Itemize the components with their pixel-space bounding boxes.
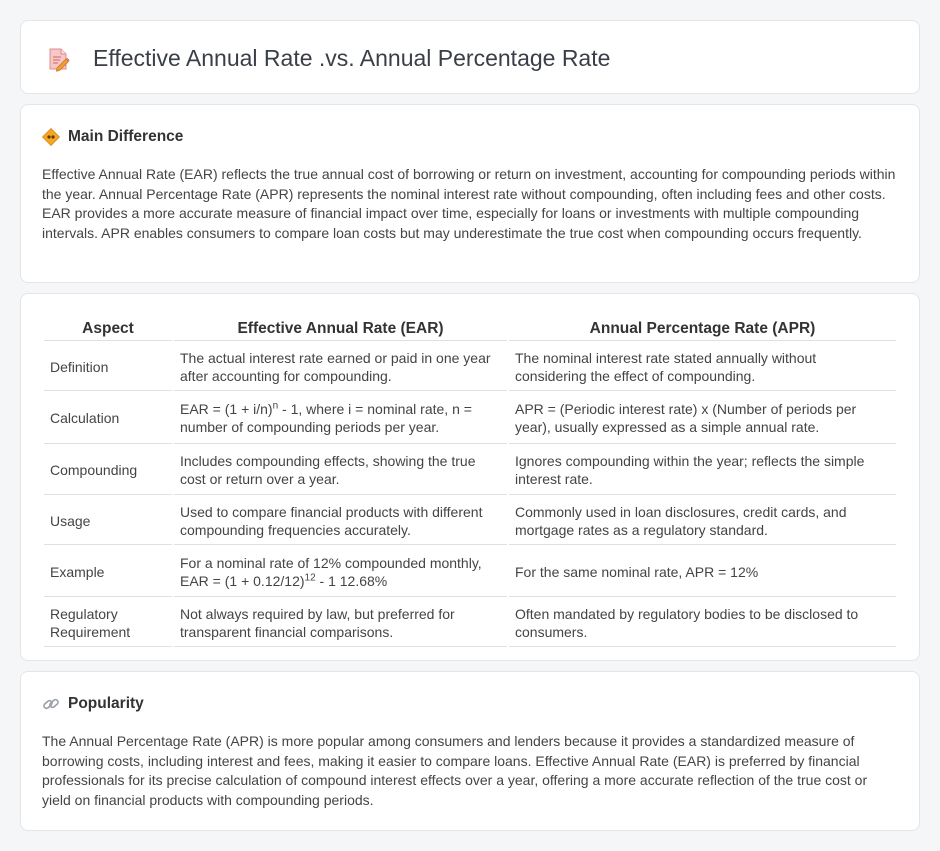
cell-aspect: Compounding	[44, 446, 172, 495]
table-row	[44, 446, 896, 495]
cell-ear: Used to compare financial products with different compounding frequencies accurately.	[174, 497, 507, 545]
table-row	[44, 599, 896, 647]
main-difference-header	[42, 128, 183, 146]
ear-formula-exponent: n	[272, 400, 279, 412]
cell-apr: Often mandated by regulatory bodies to be disclosed to consumers.	[509, 599, 896, 647]
link-icon	[42, 695, 60, 713]
popularity-header	[42, 695, 144, 713]
table-header-row	[44, 318, 896, 341]
comparison-table-section	[20, 293, 920, 661]
header-apr: Annual Percentage Rate (APR)	[509, 318, 896, 341]
cell-aspect: Definition	[44, 343, 172, 391]
comparison-table	[42, 316, 898, 649]
cell-aspect: Example	[44, 547, 172, 597]
cell-apr: The nominal interest rate stated annually without considering the effect of compounding.	[509, 343, 896, 391]
cell-ear: Not always required by law, but preferred for transparent financial comparisons.	[174, 599, 507, 647]
cell-aspect: Calculation	[44, 393, 172, 444]
cell-aspect: Regulatory Requirement	[44, 599, 172, 647]
ear-formula-text: EAR = (1 + i/n)	[180, 401, 273, 417]
cell-aspect: Usage	[44, 497, 172, 545]
cell-ear: The actual interest rate earned or paid in one year after accounting for compounding.	[174, 343, 507, 391]
cell-ear	[174, 393, 507, 444]
popularity-title: Popularity	[68, 695, 144, 712]
title-row	[47, 45, 610, 72]
header-ear: Effective Annual Rate (EAR)	[174, 318, 507, 341]
cell-apr: Ignores compounding within the year; reflects the simple interest rate.	[509, 446, 896, 495]
table-row	[44, 547, 896, 597]
table-row	[44, 497, 896, 545]
table-row	[44, 343, 896, 391]
ear-formula-rest: - 1, where i = nominal rate, n = number of compounding periods per year.	[180, 401, 472, 435]
cell-apr: Commonly used in loan disclosures, credit cards, and mortgage rates as a regulatory standard.	[509, 497, 896, 545]
title-card	[20, 20, 920, 94]
diamond-sign-icon	[42, 128, 60, 146]
document-pencil-icon	[47, 46, 71, 72]
popularity-section	[20, 671, 920, 831]
ear-example-rest: - 1 12.68%	[315, 572, 388, 589]
cell-ear: Includes compounding effects, showing the true cost or return over a year.	[174, 446, 507, 495]
cell-apr: For the same nominal rate, APR = 12%	[509, 547, 896, 597]
cell-ear	[174, 547, 507, 597]
main-difference-title: Main Difference	[68, 128, 184, 145]
popularity-text: The Annual Percentage Rate (APR) is more popular among consumers and lenders because it provides a standardized measure of borrowing costs, including interest and fees, making it easier to compare loans. Effective Annual Rate (EAR) is preferred by financial professionals for its precise calculation of compound interest effects over a year, offering a more accurate reflection of the true cost or yield on financial products with compounding periods.	[42, 733, 868, 808]
main-difference-text: Effective Annual Rate (EAR) reflects the true annual cost of borrowing or return on investment, accounting for compounding periods within the year. Annual Percentage Rate (APR) represents the nominal interest rate without compounding, often including fees and other costs. EAR provides a more accurate measure of financial impact over time, especially for loans or investments with multiple compounding intervals. APR enables consumers to compare loan costs but may underestimate the true cost when compounding occurs frequently.	[42, 166, 896, 241]
table-row	[44, 393, 896, 444]
main-difference-section	[20, 104, 920, 283]
page-title: Effective Annual Rate .vs. Annual Percentage Rate	[93, 45, 611, 71]
ear-example-exponent: 12	[304, 571, 316, 583]
header-aspect: Aspect	[44, 318, 172, 341]
ear-example-text: For a nominal rate of 12% compounded monthly, EAR = (1 + 0.12/12)	[180, 554, 482, 589]
cell-apr: APR = (Periodic interest rate) x (Number of periods per year), usually expressed as a simple annual rate.	[509, 393, 896, 444]
